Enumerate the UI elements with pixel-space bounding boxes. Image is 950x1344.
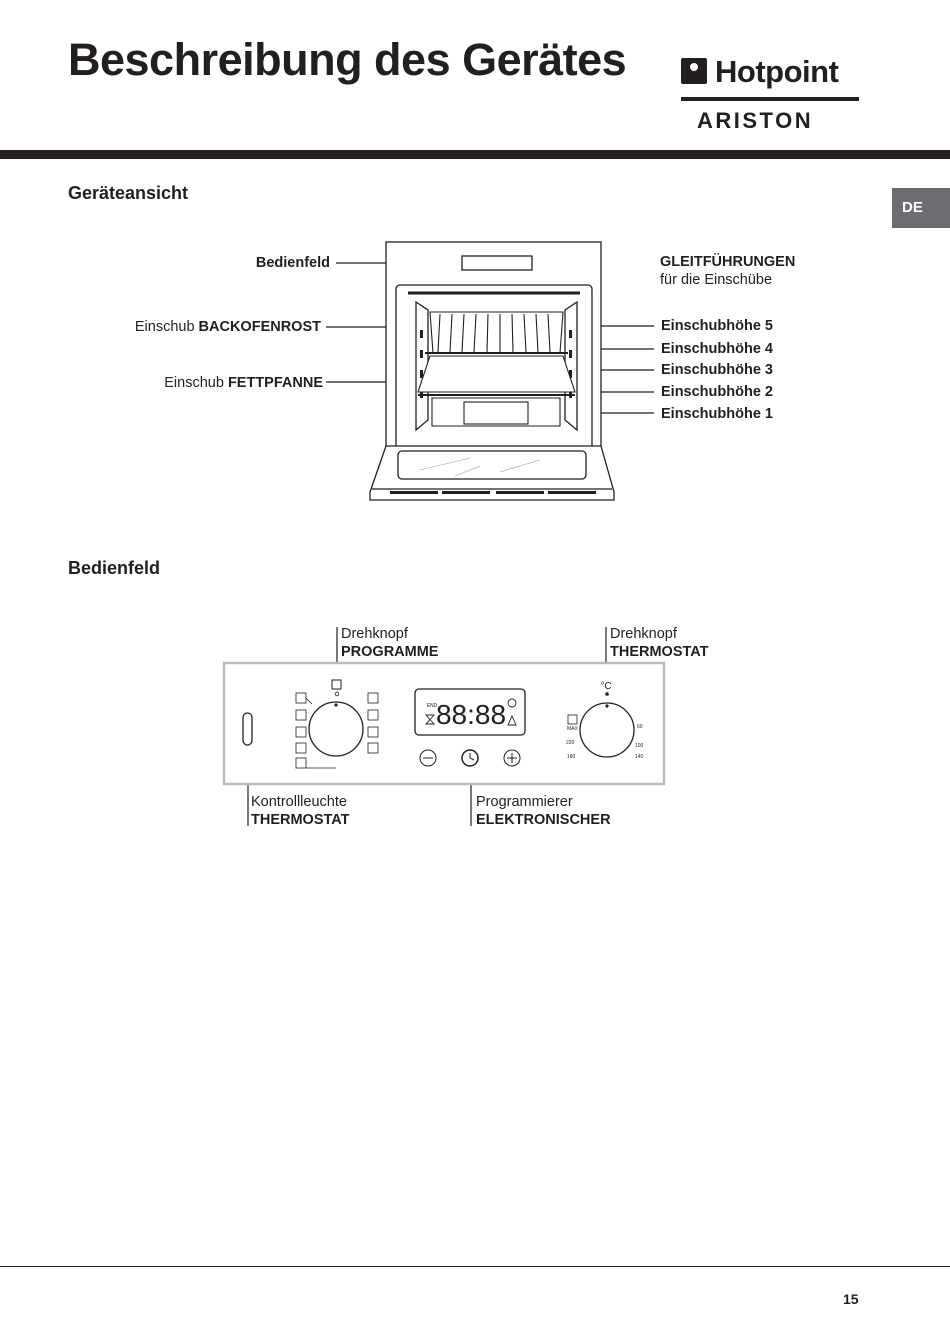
scale-220: 220 xyxy=(566,740,575,746)
scale-140: 140 xyxy=(635,754,644,760)
label-level-2: Einschubhöhe 2 xyxy=(661,384,773,400)
logo-divider xyxy=(681,97,859,101)
scale-180: 180 xyxy=(567,754,576,760)
logo-mark-icon xyxy=(681,58,707,84)
logo-brand-main: Hotpoint xyxy=(715,54,839,89)
label-level-1: Einschubhöhe 1 xyxy=(661,406,773,422)
label-thermostat-knob: Drehknopf THERMOSTAT xyxy=(610,626,709,660)
label-level-5: Einschubhöhe 5 xyxy=(661,318,773,334)
display-end-label: END xyxy=(426,703,438,709)
scale-max: MAX xyxy=(567,726,578,732)
header-rule xyxy=(0,150,950,159)
oven-body xyxy=(386,242,601,452)
thermostat-knob xyxy=(580,703,634,757)
logo-brand-sub: ARISTON xyxy=(697,108,814,133)
label-level-3: Einschubhöhe 3 xyxy=(661,362,773,378)
label-pan: Einschub FETTPFANNE xyxy=(164,375,323,391)
thermostat-lamp xyxy=(243,713,252,745)
control-panel-diagram xyxy=(0,620,950,835)
page-number: 15 xyxy=(843,1291,859,1307)
label-guides: GLEITFÜHRUNGEN für die Einschübe xyxy=(660,254,796,288)
label-rack: Einschub BACKOFENROST xyxy=(134,319,321,335)
celsius-label: °C xyxy=(600,681,612,692)
hotpoint-ariston-logo xyxy=(679,52,861,134)
page-title: Beschreibung des Gerätes xyxy=(68,34,627,85)
appliance-view-heading: Geräteansicht xyxy=(68,183,189,203)
label-programmer: Programmierer ELEKTRONISCHER xyxy=(476,794,611,828)
label-control-panel: Bedienfeld xyxy=(255,255,330,271)
label-thermostat-lamp: Kontrollleuchte THERMOSTAT xyxy=(251,794,350,828)
control-panel-heading: Bedienfeld xyxy=(68,558,161,578)
footer-rule xyxy=(0,1266,950,1267)
label-level-4: Einschubhöhe 4 xyxy=(661,341,773,357)
display-digits: 88:88 xyxy=(435,699,507,730)
language-tab: DE xyxy=(892,188,950,228)
program-knob xyxy=(309,702,363,756)
scale-100: 100 xyxy=(635,743,644,749)
label-program-knob: Drehknopf PROGRAMME xyxy=(341,626,439,660)
scale-60: 60 xyxy=(637,724,643,730)
